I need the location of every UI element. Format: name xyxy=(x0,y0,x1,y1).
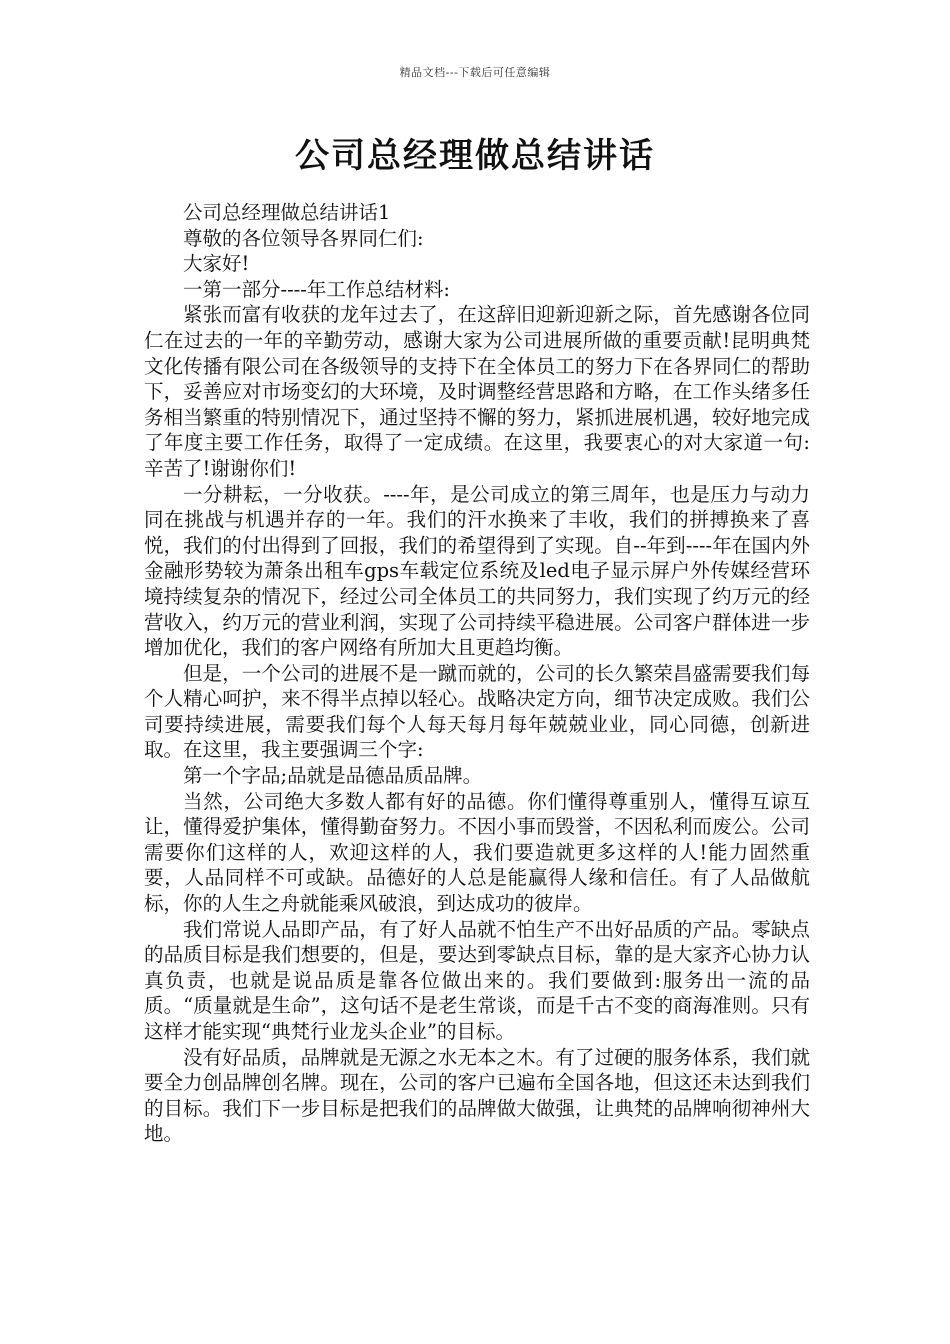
paragraph: 我们常说人品即产品，有了好人品就不怕生产不出好品质的产品。零缺点的品质目标是我们想要的，但是，要达到零缺点目标，靠的是大家齐心协力认真负责，也就是说品质是靠各位做出来的。我们要做到:服务出一流的品质。“质量就是生命”，这句话不是老生常谈，而是千古不变的商海准则。只有这样才能实现“典梵行业龙头企业”的目标。 xyxy=(144,917,810,1043)
paragraph-subtitle: 公司总经理做总结讲话1 xyxy=(183,201,391,224)
paragraph-section-heading: 一第一部分----年工作总结材料: xyxy=(183,277,450,301)
paragraph: 一分耕耘，一分收获。----年，是公司成立的第三周年，也是压力与动力同在挑战与机遇并存的一年。我们的汗水换来了丰收，我们的拼搏换来了喜悦，我们的付出得到了回报，我们的希望得到了实现。自--年到----年在国内外金融形势较为萧条出租车gps车载定位系统及led电子显示屏户外传媒经营环境持续复杂的情况下，经过公司全体员工的共同努力，我们实现了约万元的经营收入，约万元的营业利润，实现了公司持续平稳进展。公司客户群体进一步增加优化，我们的客户网络有所加大且更趋均衡。 xyxy=(144,482,810,660)
document-title: 公司总经理做总结讲话 xyxy=(295,136,655,176)
paragraph: 但是，一个公司的进展不是一蹴而就的，公司的长久繁荣昌盛需要我们每个人精心呵护，来不得半点掉以轻心。战略决定方向，细节决定成败。我们公司要持续进展，需要我们每个人每天每月每年兢兢业业，同心同德，创新进取。在这里，我主要强调三个字: xyxy=(144,661,810,762)
paragraph-point-heading: 第一个字品;品就是品德品质品牌。 xyxy=(183,764,483,788)
paragraph: 紧张而富有收获的龙年过去了，在这辞旧迎新迎新之际，首先感谢各位同仁在过去的一年的辛勤劳动，感谢大家为公司进展所做的重要贡献!昆明典梵文化传播有限公司在各级领导的支持下在全体员工的努力下在各界同仁的帮助下，妥善应对市场变幻的大环境，及时调整经营思路和方略，在工作头绪多任务相当繁重的特别情况下，通过坚持不懈的努力，紧抓进展机遇，较好地完成了年度主要工作任务，取得了一定成绩。在这里，我要衷心的对大家道一句:辛苦了!谢谢你们! xyxy=(144,303,810,480)
paragraph: 当然，公司绝大多数人都有好的品德。你们懂得尊重别人，懂得互谅互让，懂得爱护集体，懂得勤奋努力。不因小事而毁誉，不因私利而废公。公司需要你们这样的人，欢迎这样的人，我们要造就更多这样的人!能力固然重要，人品同样不可或缺。品德好的人总是能赢得人缘和信任。有了人品做航标，你的人生之舟就能乘风破浪，到达成功的彼岸。 xyxy=(144,789,810,916)
document-body xyxy=(144,200,810,1147)
page-header-note: 精品文档---下载后可任意编辑 xyxy=(399,66,551,79)
paragraph-salutation: 尊敬的各位领导各界同仁们: xyxy=(183,226,424,250)
paragraph-greeting: 大家好! xyxy=(183,252,250,276)
paragraph: 没有好品质，品牌就是无源之水无本之木。有了过硬的服务体系，我们就要全力创品牌创名牌。现在，公司的客户已遍布全国各地，但这还未达到我们的目标。我们下一步目标是把我们的品牌做大做强，让典梵的品牌响彻神州大地。 xyxy=(144,1045,810,1146)
